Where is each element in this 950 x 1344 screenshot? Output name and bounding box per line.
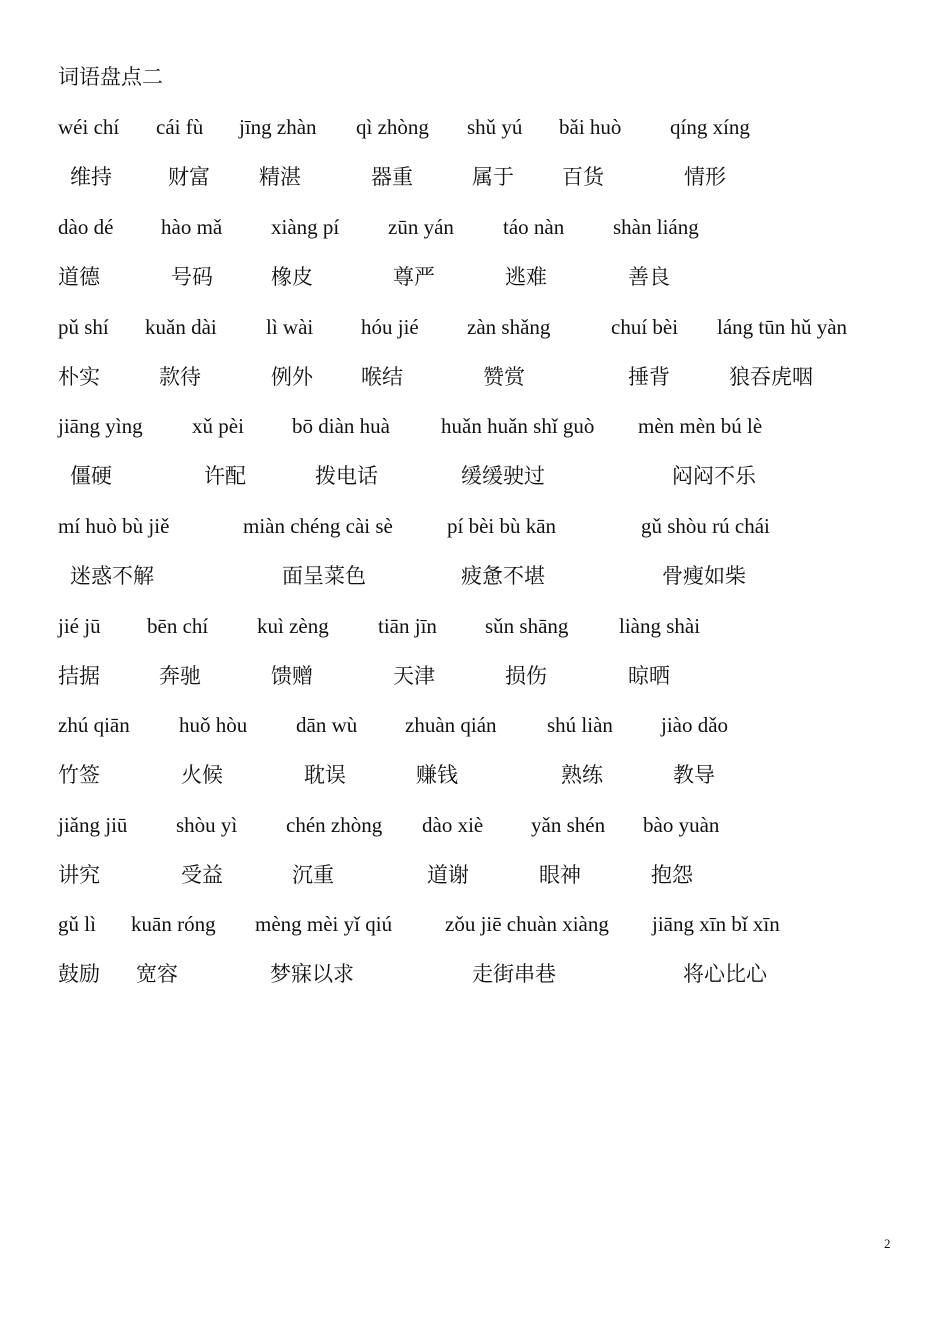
pinyin-word: xiàng pí [271, 215, 340, 239]
pinyin-word: shòu yì [176, 813, 238, 837]
hanzi-line-9 [0, 959, 950, 989]
hanzi-word: 精湛 [259, 165, 301, 189]
hanzi-word: 闷闷不乐 [672, 464, 756, 488]
pinyin-word: shàn liáng [613, 215, 699, 239]
pinyin-word: cái fù [156, 115, 204, 139]
pinyin-word: bào yuàn [643, 813, 720, 837]
pinyin-line-6 [0, 611, 950, 641]
hanzi-line-4 [0, 461, 950, 491]
pinyin-line-2 [0, 212, 950, 242]
pinyin-word: mèng mèi yǐ qiú [255, 912, 393, 936]
pinyin-word: sǔn shāng [485, 614, 569, 638]
hanzi-word: 火候 [181, 763, 223, 787]
pinyin-word: qíng xíng [670, 115, 750, 139]
page-title: 词语盘点二 [58, 65, 163, 89]
hanzi-word: 属于 [472, 165, 514, 189]
hanzi-word: 善良 [628, 265, 670, 289]
pinyin-word: hóu jié [361, 315, 419, 339]
pinyin-word: jiǎng jiū [58, 813, 128, 837]
pinyin-word: yǎn shén [531, 813, 606, 837]
pinyin-word: zàn shǎng [467, 315, 551, 339]
pinyin-word: shǔ yú [467, 115, 523, 139]
pinyin-word: jiāng xīn bǐ xīn [652, 912, 780, 936]
hanzi-word: 鼓励 [58, 962, 100, 986]
hanzi-line-7 [0, 760, 950, 790]
pinyin-word: kuǎn dài [145, 315, 217, 339]
hanzi-line-6 [0, 661, 950, 691]
hanzi-word: 眼神 [539, 863, 581, 887]
pinyin-line-9 [0, 909, 950, 939]
pinyin-word: gǔ lì [58, 912, 96, 936]
pinyin-word: lì wài [266, 315, 314, 339]
pinyin-word: miàn chéng cài sè [243, 514, 393, 538]
pinyin-word: táo nàn [503, 215, 565, 239]
hanzi-word: 梦寐以求 [270, 962, 354, 986]
hanzi-word: 教导 [673, 763, 715, 787]
pinyin-word: bēn chí [147, 614, 209, 638]
hanzi-word: 百货 [562, 165, 604, 189]
hanzi-word: 道德 [58, 265, 100, 289]
hanzi-word: 将心比心 [683, 962, 767, 986]
pinyin-line-3 [0, 312, 950, 342]
pinyin-word: shú liàn [547, 713, 613, 737]
hanzi-word: 捶背 [628, 365, 670, 389]
hanzi-word: 僵硬 [70, 464, 112, 488]
pinyin-word: kuì zèng [257, 614, 329, 638]
hanzi-word: 例外 [271, 365, 313, 389]
pinyin-word: bǎi huò [559, 115, 622, 139]
hanzi-word: 财富 [168, 165, 210, 189]
pinyin-line-5 [0, 511, 950, 541]
hanzi-word: 奔驰 [159, 664, 201, 688]
hanzi-word: 逃难 [505, 265, 547, 289]
hanzi-word: 情形 [684, 165, 726, 189]
hanzi-line-3 [0, 362, 950, 392]
hanzi-word: 维持 [70, 165, 112, 189]
hanzi-word: 熟练 [561, 763, 603, 787]
pinyin-word: jiāng yìng [58, 414, 143, 438]
page-number: 2 [884, 1236, 891, 1251]
hanzi-word: 受益 [181, 863, 223, 887]
hanzi-word: 迷惑不解 [70, 564, 154, 588]
hanzi-line-5 [0, 561, 950, 591]
hanzi-word: 橡皮 [271, 265, 313, 289]
hanzi-word: 损伤 [505, 664, 547, 688]
hanzi-word: 尊严 [393, 265, 435, 289]
hanzi-word: 面呈菜色 [282, 564, 366, 588]
pinyin-word: zhuàn qián [405, 713, 497, 737]
hanzi-word: 朴实 [58, 365, 100, 389]
hanzi-word: 晾晒 [628, 664, 670, 688]
pinyin-word: jīng zhàn [239, 115, 317, 139]
hanzi-word: 道谢 [427, 863, 469, 887]
pinyin-word: pí bèi bù kān [447, 514, 557, 538]
hanzi-word: 缓缓驶过 [461, 464, 545, 488]
pinyin-word: qì zhòng [356, 115, 429, 139]
pinyin-word: bō diàn huà [292, 414, 390, 438]
hanzi-word: 拮据 [58, 664, 100, 688]
pinyin-word: kuān róng [131, 912, 216, 936]
pinyin-word: huǒ hòu [179, 713, 248, 737]
hanzi-word: 抱怨 [651, 863, 693, 887]
pinyin-word: zhú qiān [58, 713, 130, 737]
hanzi-word: 讲究 [58, 863, 100, 887]
pinyin-word: chén zhòng [286, 813, 383, 837]
pinyin-word: gǔ shòu rú chái [641, 514, 770, 538]
hanzi-word: 骨瘦如柴 [662, 564, 746, 588]
pinyin-line-1 [0, 112, 950, 142]
pinyin-word: pǔ shí [58, 315, 109, 339]
hanzi-word: 器重 [371, 165, 413, 189]
hanzi-word: 款待 [159, 365, 201, 389]
pinyin-line-7 [0, 710, 950, 740]
pinyin-word: wéi chí [58, 115, 120, 139]
hanzi-word: 宽容 [136, 962, 178, 986]
hanzi-word: 赞赏 [483, 365, 525, 389]
pinyin-line-4 [0, 411, 950, 441]
pinyin-word: dān wù [296, 713, 358, 737]
pinyin-word: tiān jīn [378, 614, 437, 638]
pinyin-word: mèn mèn bú lè [638, 414, 763, 438]
pinyin-word: hào mǎ [161, 215, 223, 239]
hanzi-line-8 [0, 860, 950, 890]
hanzi-word: 耽误 [304, 763, 346, 787]
pinyin-word: jiào dǎo [661, 713, 729, 737]
pinyin-word: dào dé [58, 215, 114, 239]
pinyin-line-8 [0, 810, 950, 840]
pinyin-word: xǔ pèi [192, 414, 244, 438]
hanzi-word: 许配 [204, 464, 246, 488]
hanzi-word: 天津 [393, 664, 435, 688]
pinyin-word: láng tūn hǔ yàn [717, 315, 848, 339]
pinyin-word: jié jū [58, 614, 101, 638]
hanzi-line-2 [0, 262, 950, 292]
hanzi-word: 号码 [171, 265, 213, 289]
pinyin-word: dào xiè [422, 813, 484, 837]
pinyin-word: zǒu jiē chuàn xiàng [445, 912, 609, 936]
hanzi-word: 竹签 [58, 763, 100, 787]
hanzi-word: 沉重 [292, 863, 334, 887]
pinyin-word: huǎn huǎn shǐ guò [441, 414, 595, 438]
hanzi-word: 赚钱 [416, 763, 458, 787]
hanzi-word: 走街串巷 [472, 962, 556, 986]
hanzi-word: 馈赠 [271, 664, 313, 688]
hanzi-word: 疲惫不堪 [461, 564, 545, 588]
hanzi-line-1 [0, 162, 950, 192]
hanzi-word: 拨电话 [315, 464, 378, 488]
pinyin-word: chuí bèi [611, 315, 679, 339]
pinyin-word: mí huò bù jiě [58, 514, 170, 538]
pinyin-word: zūn yán [388, 215, 454, 239]
pinyin-word: liàng shài [619, 614, 701, 638]
hanzi-word: 狼吞虎咽 [729, 365, 813, 389]
hanzi-word: 喉结 [361, 365, 403, 389]
